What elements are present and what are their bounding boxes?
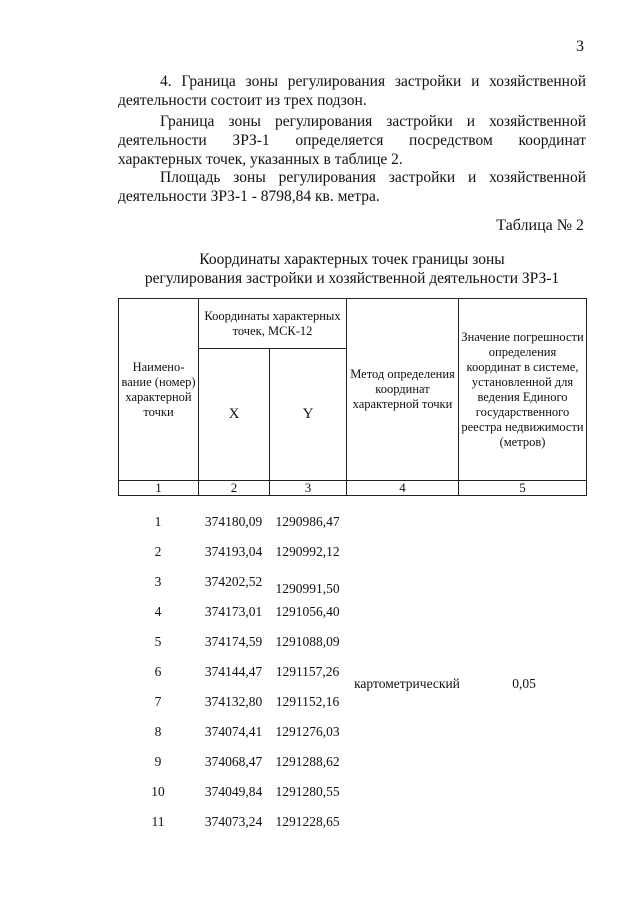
point-number: 8	[154, 724, 162, 739]
point-y: 1291152,16	[275, 694, 340, 709]
point-x: 374073,24	[204, 814, 263, 829]
header-method: Метод определения координат характерной точки	[347, 299, 459, 481]
paragraph-3-text: Площадь зоны регулирования застройки и хозяйственной деятельности ЗРЗ-1 - 8798,84 кв. метра.	[118, 169, 586, 205]
point-x: 374132,80	[204, 694, 263, 709]
point-y: 1291280,55	[275, 784, 340, 799]
coordinates-table-body	[118, 500, 586, 840]
point-number: 11	[151, 814, 165, 829]
paragraph-1-text: 4. Граница зоны регулирования застройки и хозяйственной деятельности состоит из трех подзон.	[118, 73, 586, 109]
point-y: 1290992,12	[275, 544, 340, 559]
point-x: 374144,47	[204, 664, 263, 679]
point-y: 1290986,47	[275, 514, 340, 529]
paragraph-2	[118, 112, 586, 169]
table-caption	[118, 250, 586, 288]
point-y: 1291228,65	[275, 814, 340, 829]
header-x: X	[199, 349, 270, 481]
column-number-row	[119, 481, 587, 496]
paragraph-2-text: Граница зоны регулирования застройки и хозяйственной деятельности ЗРЗ-1 определяется посредством координат характерных точек, указанных в таблице 2.	[118, 113, 586, 168]
column-number-4: 4	[347, 481, 459, 496]
point-number: 4	[154, 604, 162, 619]
table-row	[118, 574, 586, 594]
method-value: картометрический	[354, 676, 460, 691]
point-y: 1291056,40	[275, 604, 340, 619]
header-y: Y	[270, 349, 347, 481]
caption-line-1: Координаты характерных точек границы зоны	[199, 251, 505, 268]
point-number: 6	[154, 664, 162, 679]
point-x: 374180,09	[204, 514, 263, 529]
column-number-5: 5	[459, 481, 587, 496]
point-x: 374068,47	[204, 754, 263, 769]
point-number: 3	[154, 574, 162, 589]
point-number: 7	[154, 694, 162, 709]
table-row	[118, 634, 586, 654]
table-row	[118, 514, 586, 534]
coordinates-table-header	[118, 298, 587, 496]
page-number: 3	[576, 38, 584, 55]
point-number: 2	[154, 544, 162, 559]
point-number: 5	[154, 634, 162, 649]
point-number: 10	[151, 784, 165, 799]
column-number-1: 1	[119, 481, 199, 496]
point-y: 1291088,09	[275, 634, 340, 649]
point-x: 374049,84	[204, 784, 263, 799]
column-number-2: 2	[199, 481, 270, 496]
point-y: 1291288,62	[275, 754, 340, 769]
caption-line-2: регулирования застройки и хозяйственной деятельности ЗРЗ-1	[144, 270, 560, 287]
point-y: 1291157,26	[275, 664, 340, 679]
point-number: 9	[154, 754, 162, 769]
table-row	[118, 694, 586, 714]
table-row	[118, 724, 586, 744]
table-row	[118, 604, 586, 624]
table-row	[118, 814, 586, 834]
table-row	[118, 754, 586, 774]
point-x: 374193,04	[204, 544, 263, 559]
paragraph-3	[118, 168, 586, 206]
point-x: 374202,52	[204, 574, 263, 589]
point-number: 1	[154, 514, 162, 529]
point-x: 374173,01	[204, 604, 263, 619]
header-coordinates: Координаты характерных точек, МСК-12	[199, 299, 347, 349]
header-error: Значение погрешности определения координат в системе, установленной для ведения Единого государственного реестра недвижимости (метров)	[459, 299, 587, 481]
point-y: 1291276,03	[275, 724, 340, 739]
header-point-name: Наимено-вание (номер) характерной точки	[119, 299, 199, 481]
table-row	[118, 784, 586, 804]
table-label: Таблица № 2	[496, 217, 584, 234]
column-number-3: 3	[270, 481, 347, 496]
point-x: 374174,59	[204, 634, 263, 649]
paragraph-1	[118, 72, 586, 110]
point-x: 374074,41	[204, 724, 263, 739]
table-row	[118, 544, 586, 564]
point-y: 1290991,50	[275, 581, 340, 596]
error-value: 0,05	[512, 676, 536, 691]
